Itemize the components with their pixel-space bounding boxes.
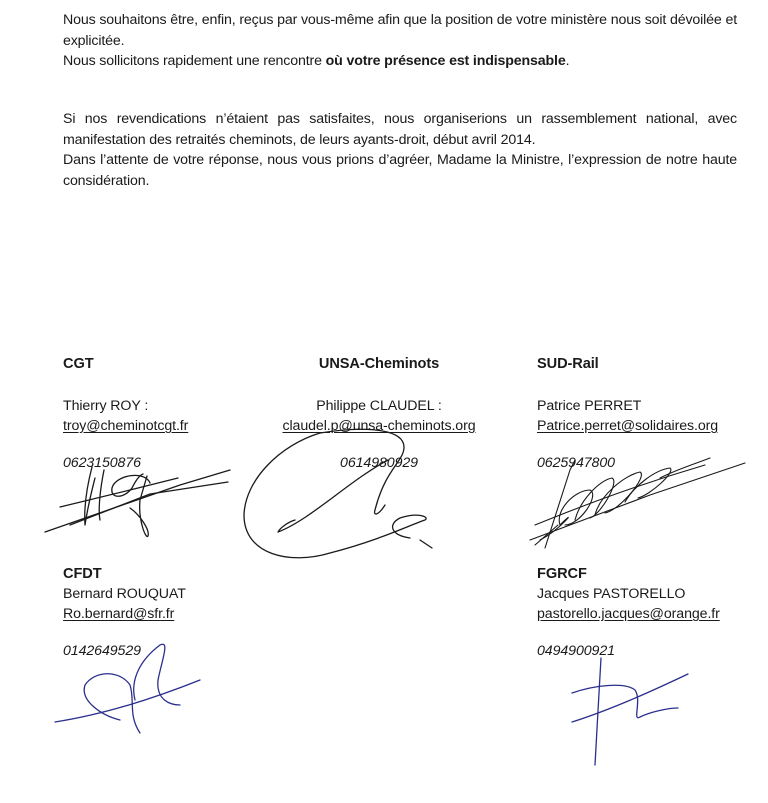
phone-number: 0623150876 [63, 455, 141, 471]
letter-paragraph-1 [63, 10, 737, 72]
letter-text-span: . [565, 53, 570, 69]
signature-cgt [45, 467, 230, 537]
email-link[interactable]: pastorello.jacques@orange.fr [537, 606, 720, 622]
letter-text: Dans l’attente de votre réponse, nous vous prions d’agréer, Madame la Ministre, l’expression de notre haute considération. [63, 152, 737, 189]
org-name: UNSA-Cheminots [318, 356, 440, 372]
org-name: CGT [63, 356, 94, 372]
letter-paragraph-2 [63, 109, 737, 191]
email-link[interactable]: Ro.bernard@sfr.fr [63, 606, 175, 622]
org-name: SUD-Rail [537, 356, 599, 372]
letter-text: Si nos revendications n’étaient pas satisfaites, nous organiserions un rassemblement national, avec manifestation des retraités cheminots, de leurs ayants-droit, début avril 2014. [63, 111, 737, 148]
signatory-name: Thierry ROY : [63, 398, 149, 414]
phone-number: 0625947800 [537, 455, 615, 471]
org-name: FGRCF [537, 566, 587, 582]
signatory-cfdt [63, 564, 186, 661]
signatory-sud-rail [537, 354, 718, 473]
signatory-fgrcf [537, 564, 720, 661]
signatory-name: Patrice PERRET [537, 398, 642, 414]
signature-fgrcf [572, 658, 688, 765]
phone-number: 0142649529 [63, 643, 141, 659]
letter-bold-text: où votre présence est indispensable [325, 53, 566, 69]
phone-number: 0614980929 [340, 455, 418, 471]
signatory-name: Philippe CLAUDEL : [316, 398, 442, 414]
letter-text [63, 51, 737, 72]
org-name: CFDT [63, 566, 102, 582]
signatory-unsa [270, 354, 488, 473]
letter-text: Nous souhaitons être, enfin, reçus par vous-même afin que la position de votre ministère nous soit dévoilée et explicitée. [63, 12, 737, 49]
email-link[interactable]: troy@cheminotcgt.fr [63, 418, 189, 434]
letter-text-span: Nous sollicitons rapidement une rencontre [63, 53, 326, 69]
signatory-name: Jacques PASTORELLO [537, 586, 686, 602]
email-link[interactable]: Patrice.perret@solidaires.org [537, 418, 719, 434]
phone-number: 0494900921 [537, 643, 615, 659]
signatory-name: Bernard ROUQUAT [63, 586, 186, 602]
email-link[interactable]: claudel.p@unsa-cheminots.org [282, 418, 476, 434]
signatory-cgt [63, 354, 188, 473]
